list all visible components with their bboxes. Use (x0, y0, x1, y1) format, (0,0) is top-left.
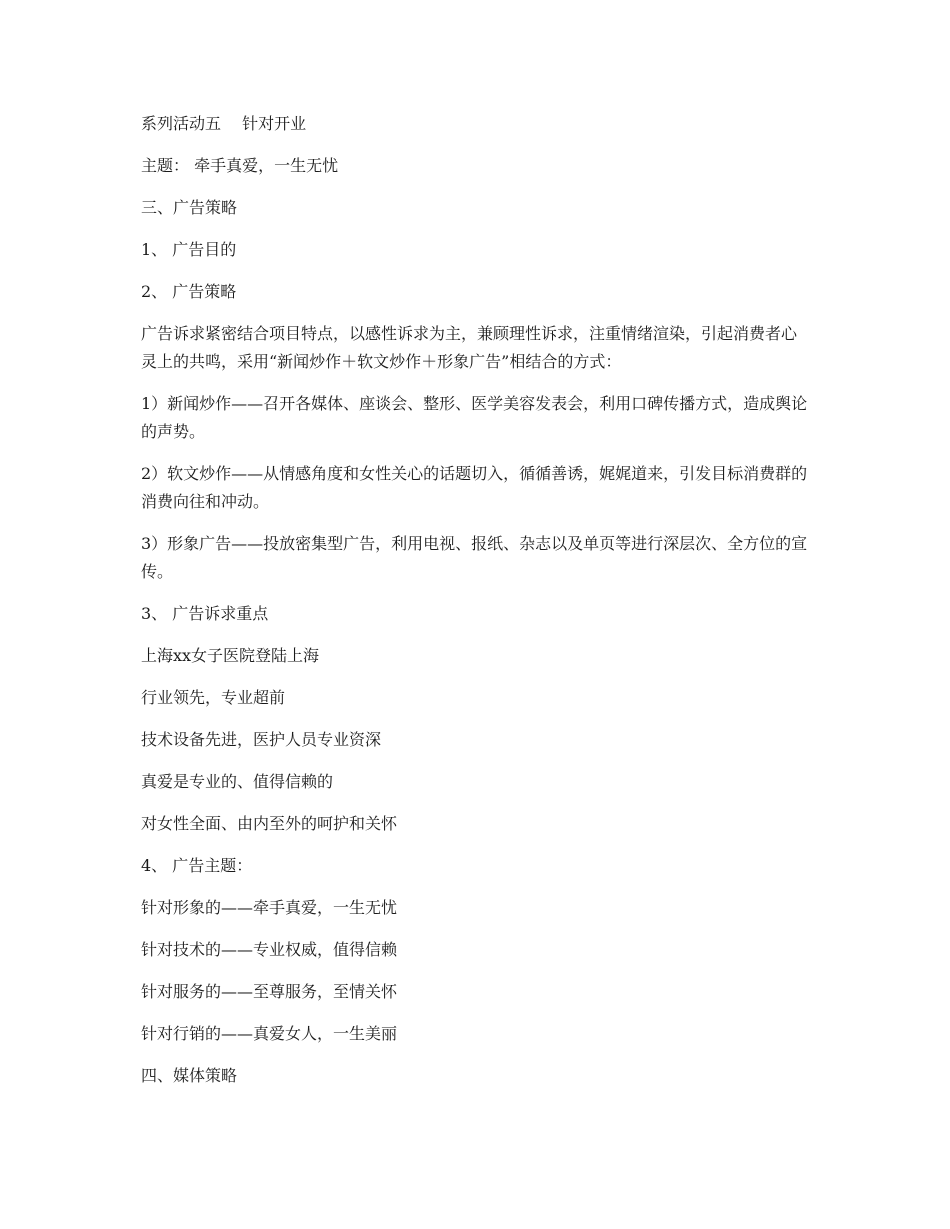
theme-image: 针对形象的——牵手真爱，一生无忧 (141, 898, 398, 917)
theme-technology: 针对技术的——专业权威，值得信赖 (141, 940, 398, 959)
soft-article-paragraph: 2）软文炒作——从情感角度和女性关心的话题切入，循循善诱，娓娓道来，引发目标消费群的消费向往和冲动。 (141, 464, 808, 511)
appeal-point-2: 行业领先，专业超前 (141, 688, 286, 707)
item-ad-appeal-focus: 3、 广告诉求重点 (141, 604, 269, 623)
item-ad-theme: 4、 广告主题： (141, 856, 253, 875)
image-ad-paragraph: 3）形象广告——投放密集型广告，利用电视、报纸、杂志以及单页等进行深层次、全方位的宣传。 (141, 534, 808, 581)
section-heading-media-strategy: 四、媒体策略 (141, 1066, 238, 1085)
series-activity-five: 系列活动五 针对开业 (141, 114, 307, 133)
item-ad-strategy: 2、 广告策略 (141, 282, 237, 301)
ad-appeal-paragraph: 广告诉求紧密结合项目特点，以感性诉求为主，兼顾理性诉求，注重情绪渲染，引起消费者心灵上的共鸣，采用“新闻炒作＋软文炒作＋形象广告”相结合的方式： (141, 324, 798, 371)
appeal-point-1: 上海xx女子医院登陆上海 (141, 646, 320, 665)
appeal-point-4: 真爱是专业的、值得信赖的 (141, 772, 334, 791)
document-page (141, 110, 811, 1090)
item-ad-purpose: 1、 广告目的 (141, 240, 237, 259)
theme-line: 主题： 牵手真爱，一生无忧 (141, 156, 339, 175)
news-hype-paragraph: 1）新闻炒作——召开各媒体、座谈会、整形、医学美容发表会，利用口碑传播方式，造成舆论的声势。 (141, 394, 808, 441)
appeal-point-3: 技术设备先进，医护人员专业资深 (141, 730, 382, 749)
theme-service: 针对服务的——至尊服务，至情关怀 (141, 982, 398, 1001)
theme-marketing: 针对行销的——真爱女人，一生美丽 (141, 1024, 398, 1043)
section-heading-ad-strategy: 三、广告策略 (141, 198, 238, 217)
appeal-point-5: 对女性全面、由内至外的呵护和关怀 (141, 814, 398, 833)
